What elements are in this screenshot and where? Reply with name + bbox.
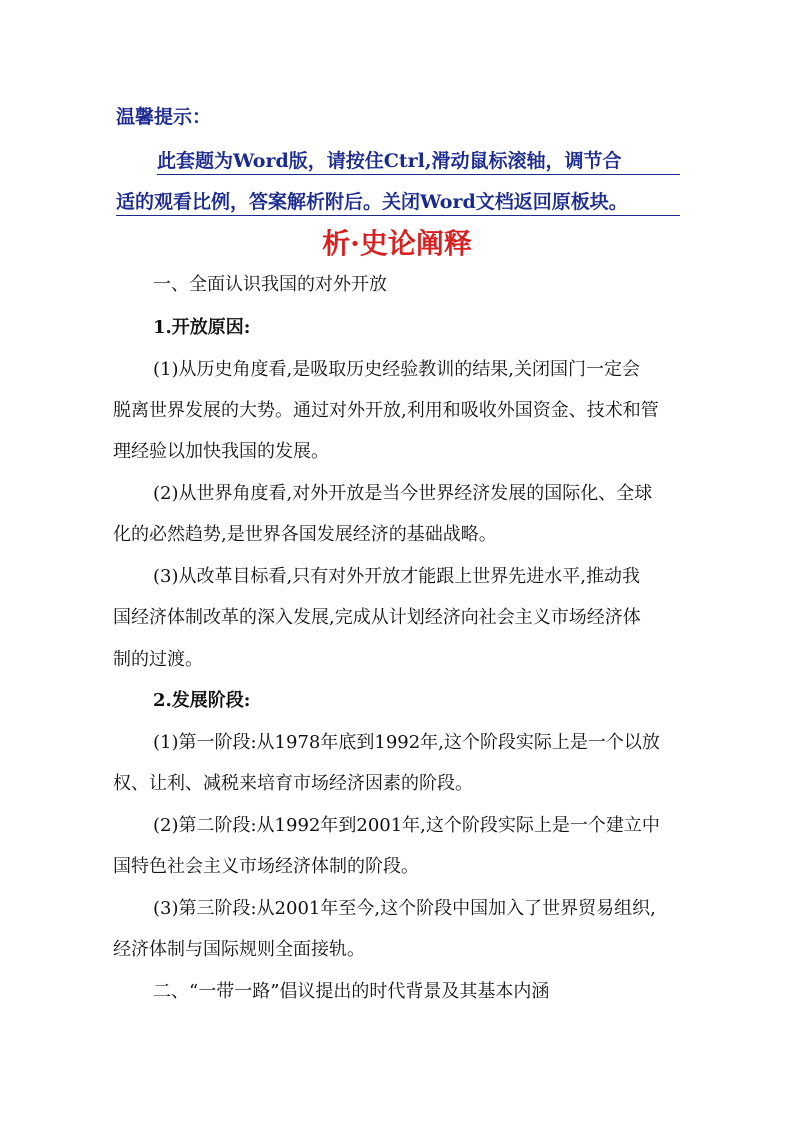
subheading-stages: 2.发展阶段: (153, 690, 251, 711)
paragraph-line: 理经验以加快我国的发展。 (113, 441, 329, 462)
paragraph-line: (2)第二阶段:从1992年到2001年,这个阶段实际上是一个建立中 (153, 815, 660, 836)
paragraph-line: 权、让利、减税来培育市场经济因素的阶段。 (113, 773, 473, 794)
notice-title: 温馨提示： (116, 106, 212, 128)
paragraph-line: (1)第一阶段:从1978年底到1992年,这个阶段实际上是一个以放 (153, 732, 660, 753)
heading-belt-and-road: 二、“一带一路”倡议提出的时代背景及其基本内涵 (153, 981, 550, 1002)
heading-opening-up: 一、全面认识我国的对外开放 (153, 274, 387, 295)
paragraph-line: (3)第三阶段:从2001年至今,这个阶段中国加入了世界贸易组织, (153, 898, 656, 919)
paragraph-line: 经济体制与国际规则全面接轨。 (113, 939, 365, 960)
paragraph-line: (3)从改革目标看,只有对外开放才能跟上世界先进水平,推动我 (153, 566, 640, 587)
paragraph-line: 脱离世界发展的大势。通过对外开放,利用和吸收外国资金、技术和管 (113, 400, 659, 421)
section-title: 析·史论阐释 (322, 227, 472, 260)
subheading-reasons: 1.开放原因: (153, 317, 251, 338)
paragraph-line: 国特色社会主义市场经济体制的阶段。 (113, 856, 419, 877)
notice-text-line-1: 此套题为Word版，请按住Ctrl,滑动鼠标滚轴，调节合 (157, 149, 680, 175)
paragraph-line: (1)从历史角度看,是吸取历史经验教训的结果,关闭国门一定会 (153, 359, 640, 380)
paragraph-line: 制的过渡。 (113, 649, 203, 670)
paragraph-line: 国经济体制改革的深入发展,完成从计划经济向社会主义市场经济体 (113, 607, 641, 628)
paragraph-line: (2)从世界角度看,对外开放是当今世界经济发展的国际化、全球 (153, 483, 653, 504)
paragraph-line: 化的必然趋势,是世界各国发展经济的基础战略。 (113, 524, 497, 545)
notice-text-line-2: 适的观看比例，答案解析附后。关闭Word文档返回原板块。 (116, 190, 680, 216)
